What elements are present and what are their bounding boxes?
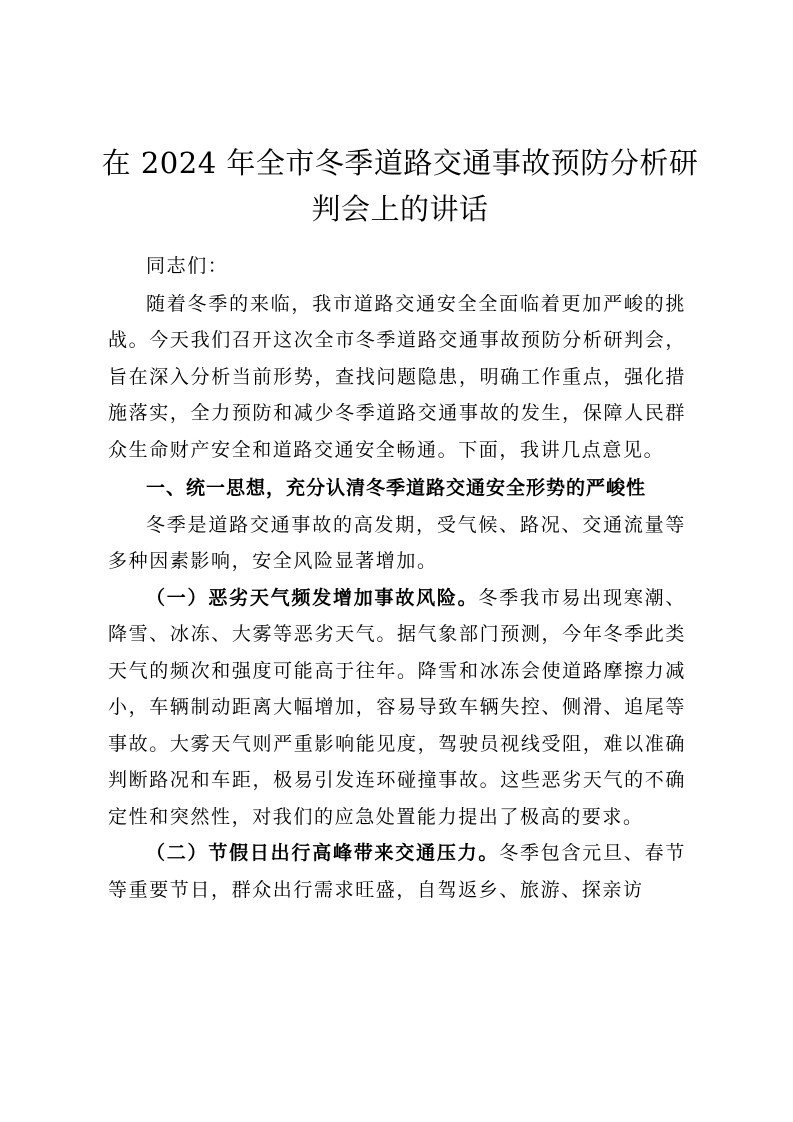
item-2-heading: （二）节假日出行高峰带来交通压力。 [146, 842, 500, 864]
document-title [100, 140, 700, 232]
title-line-1: 在 2024 年全市冬季道路交通事故预防分析研 [101, 146, 699, 180]
intro-paragraph: 随着冬季的来临，我市道路交通安全全面临着更加严峻的挑战。今天我们召开这次全市冬季道路交通事故预防分析研判会，旨在深入分析当前形势，查找问题隐患，明确工作重点，强化措施落实，全力预防和减少冬季道路交通事故的发生，保障人民群众生命财产安全和道路交通安全畅通。下面，我讲几点意见。 [108, 292, 686, 461]
item-1-text: 冬季我市易出现寒潮、降雪、冰冻、大雾等恶劣天气。据气象部门预测，今年冬季此类天气的频次和强度可能高于往年。降雪和冰冻会使道路摩擦力减小，车辆制动距离大幅增加，容易导致车辆失控、侧滑、追尾等事故。大雾天气则严重影响能见度，驾驶员视线受阻，难以准确判断路况和车距，极易引发连环碰撞事故。这些恶劣天气的不确定性和突然性，对我们的应急处置能力提出了极高的要求。 [108, 586, 686, 828]
section-1-intro-paragraph: 冬季是道路交通事故的高发期，受气候、路况、交通流量等多种因素影响，安全风险显著增加。 [108, 513, 686, 572]
item-2-text: 冬季包含元旦、春节等重要节日，群众出行需求旺盛，自驾返乡、旅游、探亲访 [108, 842, 686, 901]
item-1-heading: （一）恶劣天气频发增加事故风险。 [146, 586, 479, 609]
document-body [108, 248, 686, 908]
item-2-paragraph [108, 835, 686, 908]
section-1-heading: 一、统一思想，充分认清冬季道路交通安全形势的严峻性 [146, 477, 647, 499]
salutation: 同志们： [146, 255, 229, 277]
item-1-paragraph [108, 580, 686, 836]
title-line-2: 判会上的讲话 [311, 192, 489, 226]
